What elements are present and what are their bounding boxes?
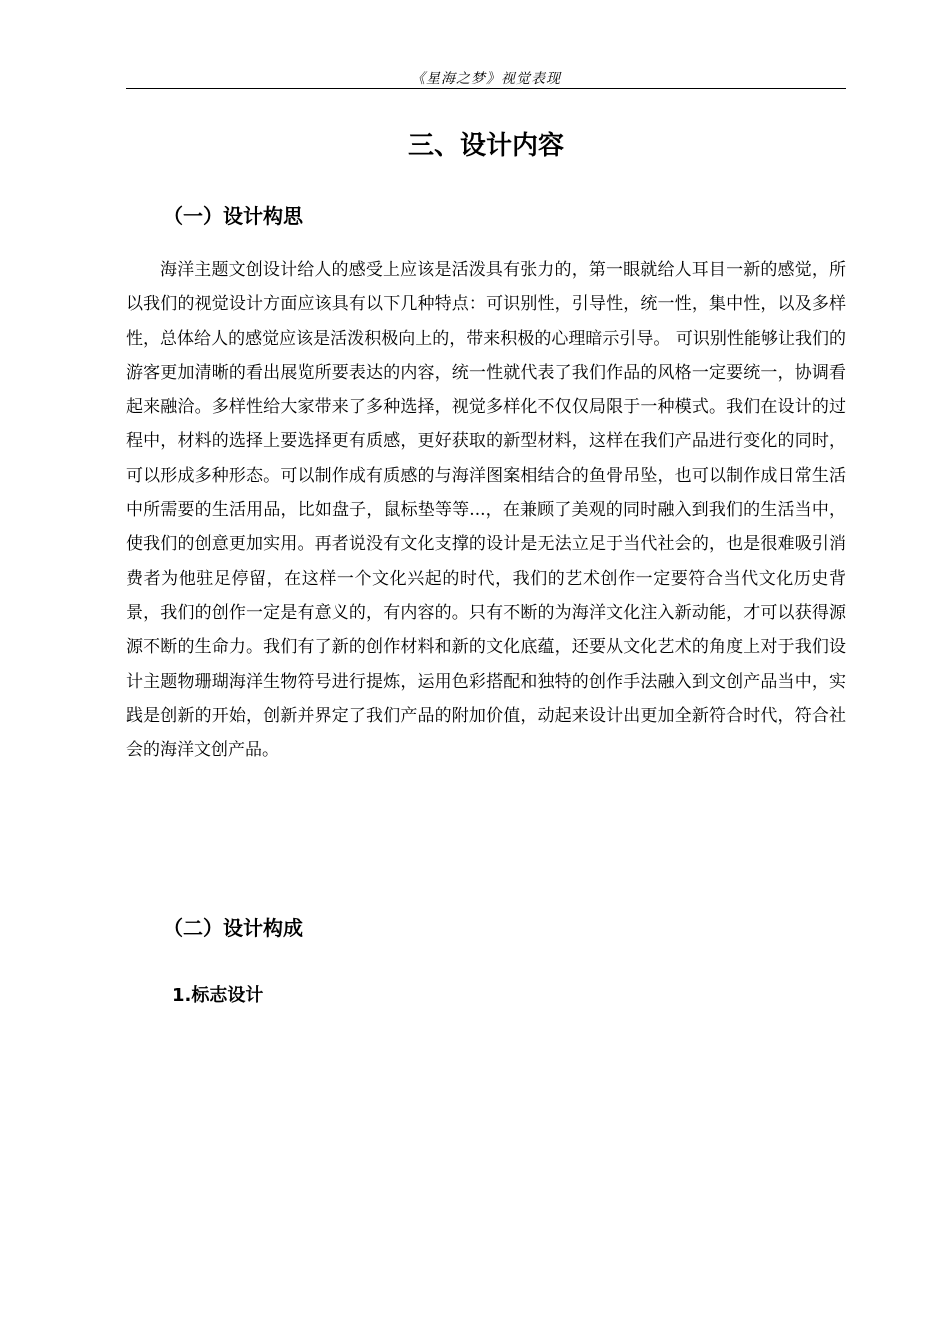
header-rule xyxy=(126,88,846,89)
subsection-heading-logo-design: 1.标志设计 xyxy=(172,985,264,1006)
running-header: 《星海之梦》视觉表现 xyxy=(411,71,561,87)
body-paragraph: 海洋主题文创设计给人的感受上应该是活泼具有张力的，第一眼就给人耳目一新的感觉，所以我们的视觉设计方面应该具有以下几种特点：可识别性，引导性，统一性，集中性，以及多样性，总体给人的感觉应该是活泼积极向上的，带来积极的心理暗示引导。 可识别性能够让我们的游客更加清晰的看出展览所要表达的内容，统一性就代表了我们作品的风格一定要统一，协调看起来融洽。多样性给大家带来了多种选择，视觉多样化不仅仅局限于一种模式。我们在设计的过程中，材料的选择上要选择更有质感，更好获取的新型材料，这样在我们产品进行变化的同时，可以形成多种形态。可以制作成有质感的与海洋图案相结合的鱼骨吊坠，也可以制作成日常生活中所需要的生活用品，比如盘子，鼠标垫等等...，在兼顾了美观的同时融入到我们的生活当中，使我们的创意更加实用。再者说没有文化支撑的设计是无法立足于当代社会的，也是很难吸引消费者为他驻足停留，在这样一个文化兴起的时代，我们的艺术创作一定要符合当代文化历史背景，我们的创作一定是有意义的，有内容的。只有不断的为海洋文化注入新动能，才可以获得源源不断的生命力。我们有了新的创作材料和新的文化底蕴，还要从文化艺术的角度上对于我们设计主题物珊瑚海洋生物符号进行提炼，运用色彩搭配和独特的创作手法融入到文创产品当中，实践是创新的开始，创新并界定了我们产品的附加价值，动起来设计出更加全新符合时代，符合社会的海洋文创产品。 xyxy=(126,260,846,761)
section-heading-design-concept: （一）设计构思 xyxy=(163,204,303,228)
section-heading-design-composition: （二）设计构成 xyxy=(163,916,303,940)
chapter-title: 三、设计内容 xyxy=(407,131,564,161)
